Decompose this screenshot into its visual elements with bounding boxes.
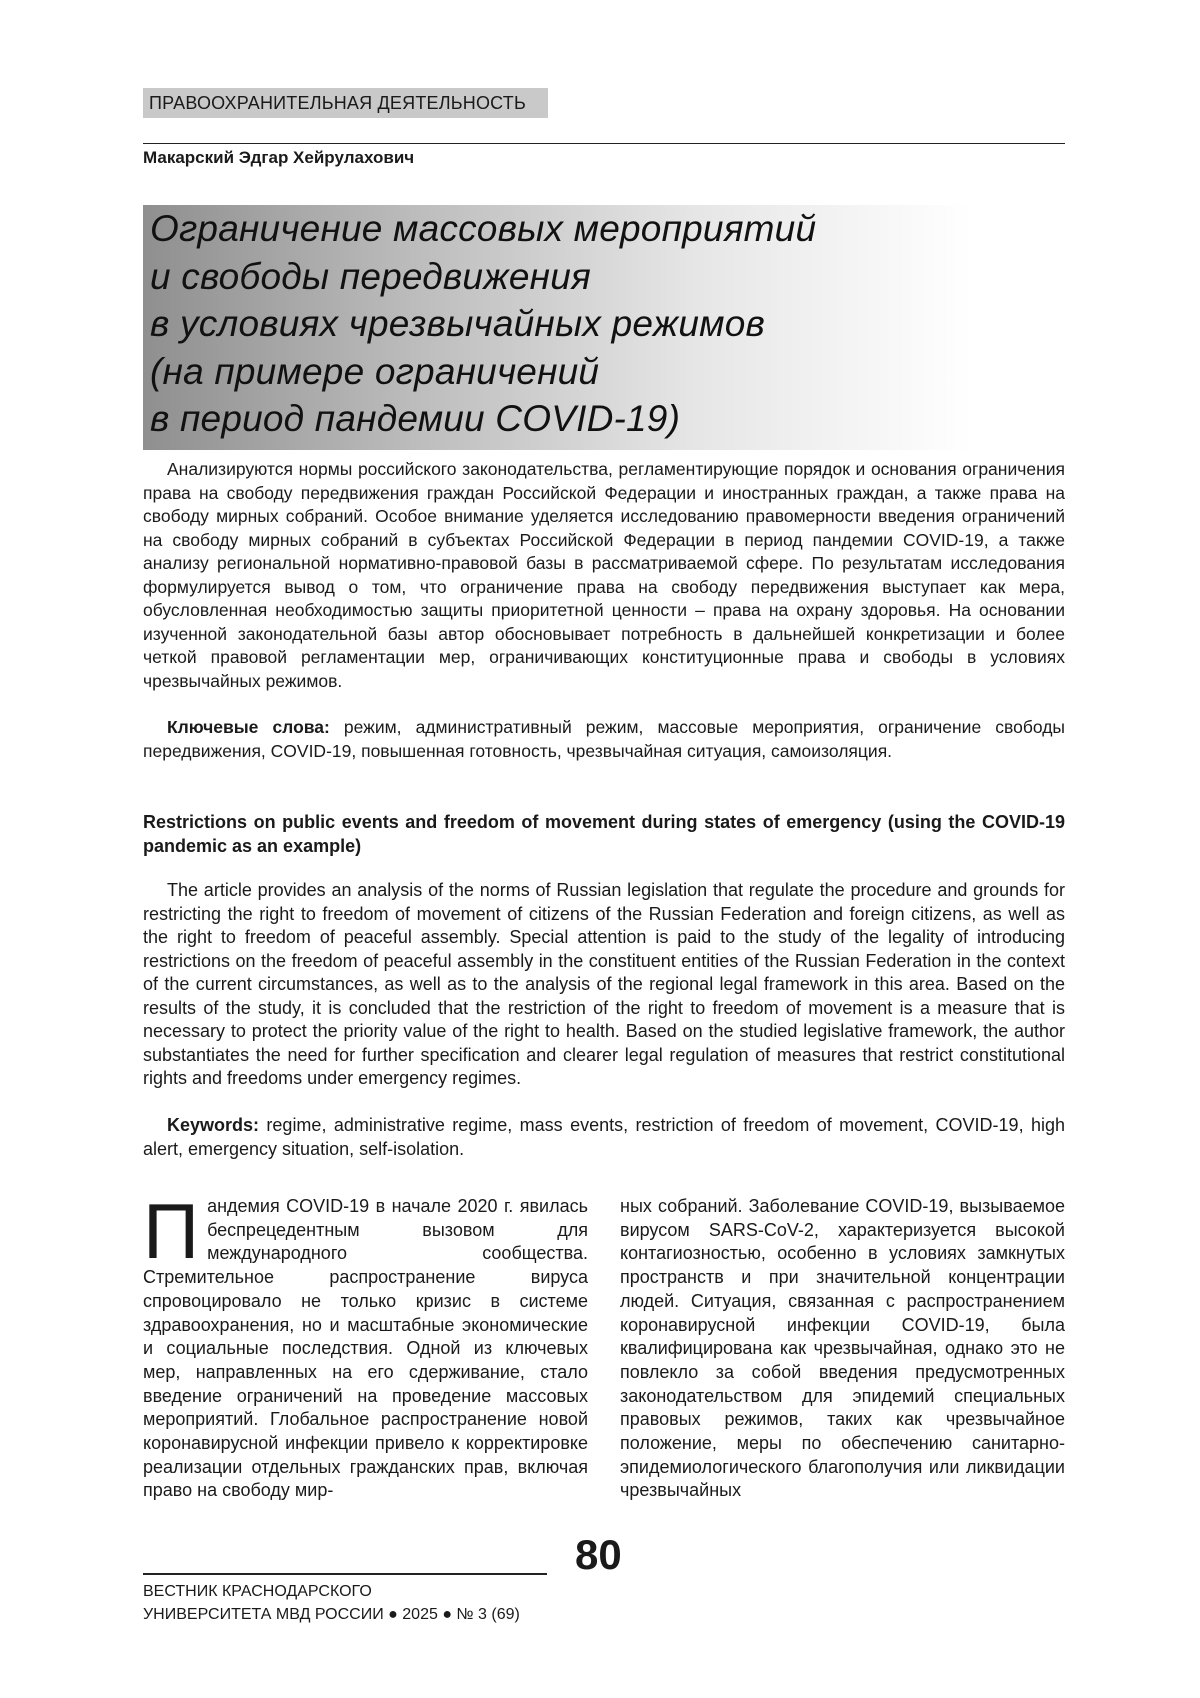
header-rule [143, 143, 1065, 144]
english-abstract: The article provides an analysis of the norms of Russian legislation that regulate the procedure and grounds for restricting the right to freedom of movement of citizens of the Russian Federation and foreign citizens, as well as the right to freedom of peaceful assembly. Special attention is paid to the study of the legality of introducing restrictions on the freedom of peaceful assembly in the constituent entities of the Russian Federation in the context of the current circumstances, as well as to the analysis of the regional legal framework in this area. Based on the results of the study, it is concluded that the restriction of the right to freedom of movement is a measure that is necessary to protect the priority value of the right to health. Based on the studied legislative framework, the author substantiates the need for further specification and clearer legal regulation of measures that restrict constitutional rights and freedoms under emergency regimes. [143, 880, 1065, 1088]
section-label: ПРАВООХРАНИТЕЛЬНАЯ ДЕЯТЕЛЬНОСТЬ [143, 88, 548, 118]
title-line: Ограничение массовых мероприятий [150, 208, 817, 249]
article-title [150, 205, 1050, 443]
drop-cap: П [143, 1187, 200, 1275]
body-column-right: ных собраний. Заболевание COVID-19, вызываемое вирусом SARS-CoV-2, характеризуется высокой контагиозностью, особенно в условиях замкнутых пространств и при значительной концентрации людей. Ситуация, связанная с распространением коронавирусной инфекции COVID-19, была квалифицирована как чрезвычайная, однако это не повлекло за собой введения предусмотренных законодательством для эпидемий специальных правовых режимов, таких как чрезвычайное положение, меры по обеспечению санитарно-эпидемиологического благополучия или ликвидации чрезвычайных [620, 1196, 1065, 1501]
english-title: Restrictions on public events and freedom of movement during states of emergency (using the COVID-19 pandemic as an example) [143, 812, 1065, 856]
title-line: в условиях чрезвычайных режимов [150, 303, 766, 344]
author-name: Макарский Эдгар Хейрулахович [143, 148, 415, 167]
title-line: и свободы передвижения [150, 255, 591, 297]
body-text: андемия COVID-19 в начале 2020 г. явилась беспрецедентным вызовом для международного сообщества. Стремительное распространение вируса спровоцировало не только кризис в системе здравоохранения, но и масштабные экономические и социальные последствия. Одной из ключевых мер, направленных на его сдерживание, стало введение ограничений на проведение массовых мероприятий. Глобальное распространение новой коронавирусной инфекции привело к корректировке реализации отдельных гражданских прав, включая право на свободу мир- [143, 1196, 588, 1501]
page-number: 80 [575, 1531, 622, 1578]
title-line: (на примере ограничений [150, 350, 600, 392]
keywords-label: Ключевые слова: [167, 717, 330, 737]
journal-line: ВЕСТНИК КРАСНОДАРСКОГО [143, 1583, 372, 1600]
journal-line: УНИВЕРСИТЕТА МВД РОССИИ ● 2025 ● № 3 (69) [143, 1606, 520, 1623]
body-column-left [143, 1187, 588, 1503]
keywords-text: regime, administrative regime, mass events, restriction of freedom of movement, COVID-19, high alert, emergency situation, self-isolation. [143, 1115, 1065, 1159]
keywords-text: режим, административный режим, массовые мероприятия, ограничение свободы передвижения, COVID-19, повышенная готовность, чрезвычайная ситуация, самоизоляция. [143, 717, 1065, 761]
russian-abstract: Анализируются нормы российского законодательства, регламентирующие порядок и основания ограничения права на свободу передвижения граждан Российской Федерации и иностранных граждан, а также права на свободу мирных собраний. Особое внимание уделяется исследованию правомерности введения ограничений на свободу мирных собраний в субъектах Российской Федерации в период пандемии COVID-19, а также анализу региональной нормативно-правовой базы в рассматриваемой сфере. По результатам исследования формулируется вывод о том, что ограничение права на свободу передвижения выступает как мера, обусловленная необходимостью защиты приоритетной ценности – права на охрану здоровья. На основании изученной законодательной базы автор обосновывает потребность в дальнейшей конкретизации и более четкой правовой регламентации мер, ограничивающих конституционные права и свободы в условиях чрезвычайных режимов. [143, 459, 1065, 691]
english-keywords [143, 1114, 1065, 1161]
footer-rule [143, 1573, 547, 1575]
title-line: в период пандемии COVID-19) [150, 398, 681, 439]
russian-keywords [143, 716, 1065, 763]
keywords-label: Keywords: [167, 1115, 260, 1135]
journal-name [143, 1580, 520, 1626]
